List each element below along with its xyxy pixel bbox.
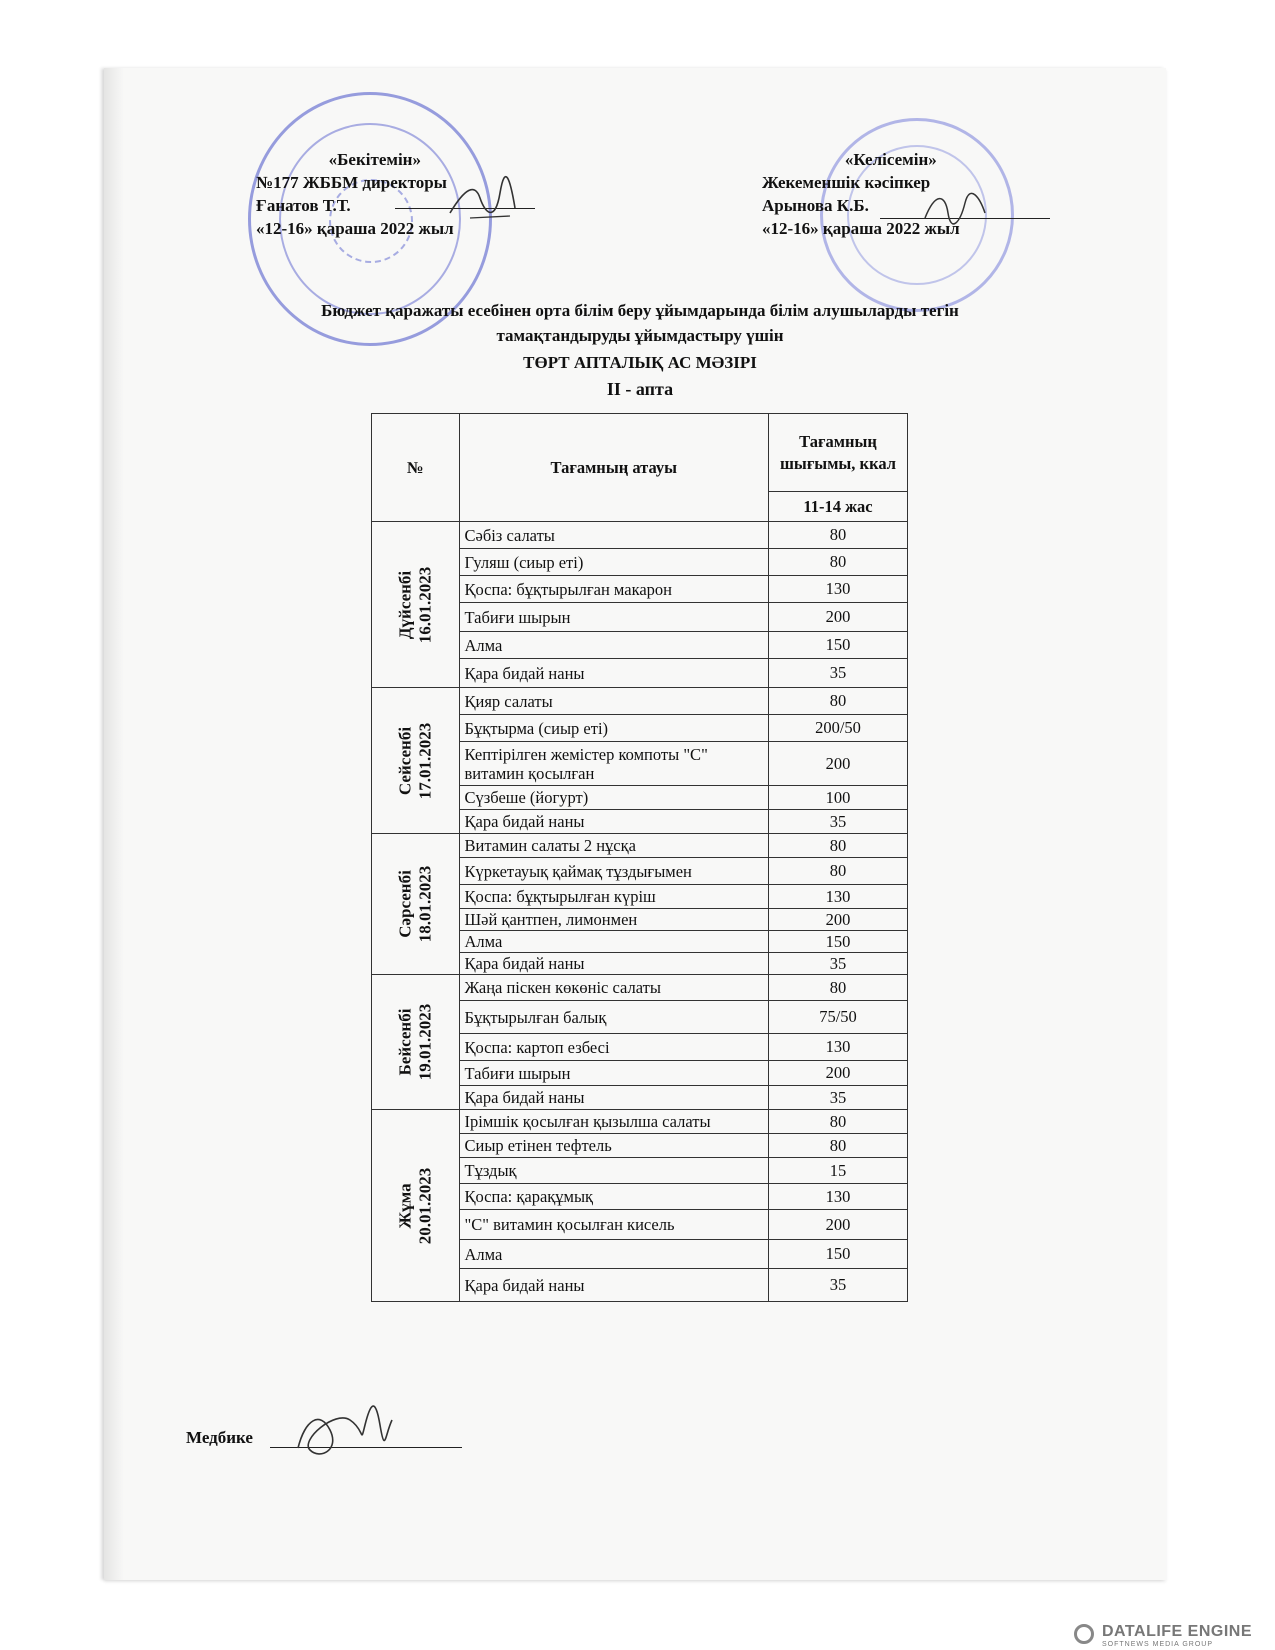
dish-name: Қоспа: бұқтырылған күріш [459, 885, 769, 909]
dish-name: Табиғи шырын [459, 603, 769, 632]
agreement-position: Жекеменшік кәсіпкер [762, 173, 931, 192]
day-cell [372, 1110, 460, 1302]
nurse-label: Медбике [186, 1428, 253, 1447]
dish-yield: 130 [769, 885, 908, 909]
logo-sub: SOFTNEWS MEDIA GROUP [1102, 1641, 1214, 1648]
approval-title: «Бекітемін» [328, 150, 421, 169]
dish-name: Күркетауық қаймақ тұздығымен [459, 858, 769, 885]
menu-row [372, 975, 908, 1001]
dish-name: Алма [459, 632, 769, 659]
dish-name: Алма [459, 931, 769, 953]
day-name: Бейсенбі [395, 1008, 415, 1076]
dish-yield: 80 [769, 834, 908, 858]
approval-block [256, 148, 454, 240]
dish-yield: 80 [769, 1110, 908, 1134]
dish-name: Тұздық [459, 1158, 769, 1184]
dish-name: Витамин салаты 2 нұсқа [459, 834, 769, 858]
entrepreneur-signature [920, 188, 990, 228]
day-name: Сәрсенбі [395, 870, 415, 938]
heading-line-2: тамақтандыруды ұйымдастыру үшін [496, 326, 784, 345]
dish-name: Сиыр етінен тефтель [459, 1134, 769, 1158]
dish-yield: 75/50 [769, 1001, 908, 1034]
col-yield-header: Тағамның шығымы, ккал [769, 414, 908, 492]
col-number-header: № [372, 414, 460, 522]
dish-name: Қияр салаты [459, 688, 769, 715]
dish-name: Сәбіз салаты [459, 522, 769, 549]
day-cell [372, 688, 460, 834]
day-name: Сейсенбі [395, 726, 415, 795]
dish-yield: 200 [769, 1210, 908, 1240]
dish-name: Қара бидай наны [459, 953, 769, 975]
logo-name: DATALIFE ENGINE [1102, 1623, 1253, 1640]
dish-yield: 150 [769, 1240, 908, 1269]
menu-row [372, 834, 908, 858]
dish-name: Қара бидай наны [459, 1086, 769, 1110]
dish-name: "С" витамин қосылған кисель [459, 1210, 769, 1240]
dish-name: Қоспа: картоп езбесі [459, 1034, 769, 1061]
dish-name: Табиғи шырын [459, 1061, 769, 1086]
dish-name: Гуляш (сиыр еті) [459, 549, 769, 576]
day-cell [372, 975, 460, 1110]
dish-name: Бұқтырылған балық [459, 1001, 769, 1034]
menu-body [372, 522, 908, 1302]
dish-name: Сүзбеше (йогурт) [459, 786, 769, 810]
dish-yield: 200 [769, 603, 908, 632]
day-date: 17.01.2023 [415, 722, 435, 799]
col-name-header: Тағамның атауы [459, 414, 769, 522]
dish-yield: 80 [769, 688, 908, 715]
dish-name: Қара бидай наны [459, 659, 769, 688]
day-date: 19.01.2023 [415, 1003, 435, 1081]
dish-name: Қара бидай наны [459, 810, 769, 834]
week-label: II - апта [606, 379, 674, 399]
dish-yield: 200 [769, 1061, 908, 1086]
dish-name: Бұқтырма (сиыр еті) [459, 715, 769, 742]
dish-yield: 150 [769, 632, 908, 659]
dish-name: Жаңа піскен көкөніс салаты [459, 975, 769, 1001]
approval-date: «12-16» қараша 2022 жыл [256, 219, 454, 238]
director-signature [440, 168, 520, 238]
dish-yield: 200 [769, 742, 908, 786]
menu-row [372, 688, 908, 715]
dish-yield: 35 [769, 953, 908, 975]
approval-name: Ғанатов Т.Т. [256, 196, 351, 215]
day-name: Дүйсенбі [395, 570, 415, 639]
dish-name: Ірімшік қосылған қызылша салаты [459, 1110, 769, 1134]
dish-yield: 100 [769, 786, 908, 810]
dish-yield: 35 [769, 659, 908, 688]
dish-yield: 80 [769, 549, 908, 576]
day-name: Жұма [395, 1182, 415, 1229]
dish-yield: 80 [769, 1134, 908, 1158]
dish-yield: 150 [769, 931, 908, 953]
dish-name: Қара бидай наны [459, 1269, 769, 1302]
day-cell [372, 834, 460, 975]
menu-table [371, 413, 908, 1302]
dish-yield: 130 [769, 1184, 908, 1210]
approval-position: №177 ЖББМ директоры [256, 173, 447, 192]
dish-name: Шәй қантпен, лимонмен [459, 909, 769, 931]
dish-name: Алма [459, 1240, 769, 1269]
menu-title: ТӨРТ АПТАЛЫҚ АС МӘЗІРІ [523, 353, 757, 372]
dish-name: Кептірілген жемістер компоты "С" витамин қосылған [459, 742, 769, 786]
dish-yield: 80 [769, 858, 908, 885]
day-date: 18.01.2023 [415, 865, 435, 943]
dish-name: Қоспа: бұқтырылған макарон [459, 576, 769, 603]
menu-row [372, 1110, 908, 1134]
agreement-title: «Келісемін» [844, 150, 937, 169]
dish-name: Қоспа: қарақұмық [459, 1184, 769, 1210]
agreement-name: Арынова К.Б. [762, 196, 869, 215]
dish-yield: 80 [769, 522, 908, 549]
dish-yield: 35 [769, 810, 908, 834]
dish-yield: 200/50 [769, 715, 908, 742]
dish-yield: 35 [769, 1086, 908, 1110]
dish-yield: 15 [769, 1158, 908, 1184]
dish-yield: 200 [769, 909, 908, 931]
heading-line-1: Бюджет қаражаты есебінен орта білім беру ұйымдарында білім алушыларды тегін [321, 301, 959, 320]
dish-yield: 130 [769, 576, 908, 603]
logo-icon [1074, 1624, 1094, 1644]
day-date: 16.01.2023 [415, 566, 435, 643]
day-date: 20.01.2023 [415, 1167, 435, 1244]
day-cell [372, 522, 460, 688]
dish-yield: 35 [769, 1269, 908, 1302]
agreement-date: «12-16» қараша 2022 жыл [762, 219, 960, 238]
menu-row [372, 522, 908, 549]
dish-yield: 80 [769, 975, 908, 1001]
dish-yield: 130 [769, 1034, 908, 1061]
col-age-header: 11-14 жас [769, 492, 908, 522]
nurse-signature [290, 1390, 400, 1465]
